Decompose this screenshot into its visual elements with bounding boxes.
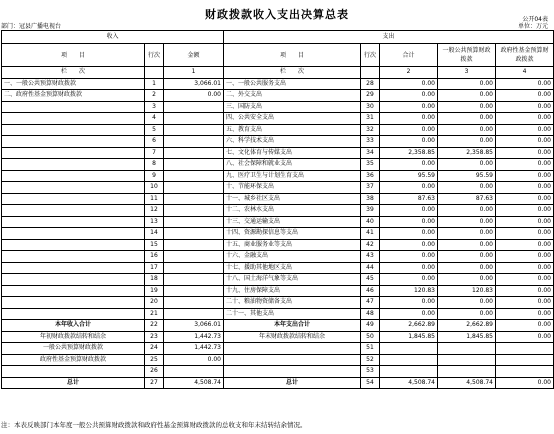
footnote: 注：本表反映部门本年度一般公共预算财政拨款和政府性基金预算财政拨款的总收支和年末结转结余情况。 <box>1 421 307 429</box>
expense-general-budget: 4,508.74 <box>438 377 496 389</box>
income-amount: 4,508.74 <box>164 377 224 389</box>
expense-gov-fund: 0.00 <box>496 159 554 171</box>
income-header: 收入 <box>2 31 224 44</box>
expense-total: 87.63 <box>380 193 438 205</box>
income-item <box>2 147 145 159</box>
expense-row-number: 50 <box>361 331 380 343</box>
table-row <box>2 354 554 366</box>
expense-row-number: 44 <box>361 262 380 274</box>
expense-total: 0.00 <box>380 182 438 194</box>
expense-gov-fund: 0.00 <box>496 239 554 251</box>
expense-gov-fund: 0.00 <box>496 331 554 343</box>
table-row <box>2 78 554 90</box>
col-3: 3 <box>438 67 496 79</box>
col-label: 栏 次 <box>2 67 145 79</box>
table-row <box>2 251 554 263</box>
expense-item: 十八、国土海洋气象等支出 <box>224 274 361 286</box>
income-row-number: 19 <box>145 285 164 297</box>
expense-general-budget: 0.00 <box>438 90 496 102</box>
expense-item: 十二、农林水支出 <box>224 205 361 217</box>
expense-row-number: 53 <box>361 366 380 378</box>
expense-total: 0.00 <box>380 101 438 113</box>
table-row <box>2 285 554 297</box>
income-item: 本年收入合计 <box>2 320 145 332</box>
income-amount <box>164 274 224 286</box>
expense-total: 0.00 <box>380 136 438 148</box>
expense-gov-fund: 0.00 <box>496 124 554 136</box>
unit-label: 单位：万元 <box>517 23 548 30</box>
income-item <box>2 297 145 309</box>
expense-total: 120.83 <box>380 285 438 297</box>
expense-total: 0.00 <box>380 274 438 286</box>
table-row <box>2 262 554 274</box>
income-row-number: 7 <box>145 147 164 159</box>
income-item-header: 项 目 <box>2 44 145 67</box>
expense-row-number: 43 <box>361 251 380 263</box>
expense-gov-fund: 0.00 <box>496 262 554 274</box>
income-amount <box>164 366 224 378</box>
col-label: 栏 次 <box>224 67 361 79</box>
expense-total-header: 合计 <box>380 44 438 67</box>
table-row <box>2 124 554 136</box>
expense-row-number: 46 <box>361 285 380 297</box>
income-amount <box>164 113 224 125</box>
expense-gov-fund <box>496 366 554 378</box>
table-row <box>2 113 554 125</box>
col-2: 2 <box>380 67 438 79</box>
expense-row-number: 30 <box>361 101 380 113</box>
expense-gov-fund: 0.00 <box>496 113 554 125</box>
expense-row-number: 51 <box>361 343 380 355</box>
expense-total: 2,662.89 <box>380 320 438 332</box>
income-row-number: 8 <box>145 159 164 171</box>
income-row-number: 18 <box>145 274 164 286</box>
expense-item: 十九、住房保障支出 <box>224 285 361 297</box>
expense-general-budget: 0.00 <box>438 205 496 217</box>
expense-gov-fund: 0.00 <box>496 274 554 286</box>
expense-general-budget: 1,845.85 <box>438 331 496 343</box>
expense-total: 0.00 <box>380 228 438 240</box>
income-row-number: 16 <box>145 251 164 263</box>
income-item <box>2 170 145 182</box>
expense-row-number: 37 <box>361 182 380 194</box>
expense-row-number: 33 <box>361 136 380 148</box>
expense-item: 一、一般公共服务支出 <box>224 78 361 90</box>
expense-gov-fund: 0.00 <box>496 90 554 102</box>
income-item <box>2 216 145 228</box>
expense-gov-fund: 0.00 <box>496 308 554 320</box>
expense-total <box>380 366 438 378</box>
income-row-number: 17 <box>145 262 164 274</box>
income-amount <box>164 216 224 228</box>
income-row-number: 2 <box>145 90 164 102</box>
table-row <box>2 274 554 286</box>
income-item <box>2 285 145 297</box>
expense-item: 二、外交支出 <box>224 90 361 102</box>
table-row <box>2 182 554 194</box>
expense-row-number: 48 <box>361 308 380 320</box>
expense-row-number: 49 <box>361 320 380 332</box>
income-row-number: 5 <box>145 124 164 136</box>
expense-item: 总计 <box>224 377 361 389</box>
expense-row-number: 35 <box>361 159 380 171</box>
income-amount <box>164 308 224 320</box>
expense-general-budget: 0.00 <box>438 113 496 125</box>
expense-total: 0.00 <box>380 251 438 263</box>
report-title: 财政拨款收入支出决算总表 <box>205 8 349 21</box>
income-row-number: 22 <box>145 320 164 332</box>
table-row <box>2 147 554 159</box>
expense-item: 八、社会保障和就业支出 <box>224 159 361 171</box>
expense-item: 十六、金融支出 <box>224 251 361 263</box>
expense-item <box>224 343 361 355</box>
income-amount <box>164 239 224 251</box>
budget-table <box>1 30 554 389</box>
general-budget-header: 一般公共预算财政拨款 <box>438 44 496 67</box>
table-row <box>2 366 554 378</box>
income-row-number: 12 <box>145 205 164 217</box>
income-row-number: 14 <box>145 228 164 240</box>
income-item <box>2 113 145 125</box>
expense-row-number: 29 <box>361 90 380 102</box>
expense-total: 1,845.85 <box>380 331 438 343</box>
expense-general-budget: 0.00 <box>438 228 496 240</box>
income-row-number: 11 <box>145 193 164 205</box>
expense-general-budget: 95.59 <box>438 170 496 182</box>
income-amount <box>164 205 224 217</box>
expense-total: 0.00 <box>380 90 438 102</box>
expense-gov-fund: 0.00 <box>496 216 554 228</box>
expense-total: 0.00 <box>380 308 438 320</box>
income-amount <box>164 147 224 159</box>
table-row <box>2 101 554 113</box>
expense-rowno-header: 行次 <box>361 44 380 67</box>
income-row-number: 13 <box>145 216 164 228</box>
income-row-number: 10 <box>145 182 164 194</box>
income-row-number: 20 <box>145 297 164 309</box>
income-amount <box>164 193 224 205</box>
income-item <box>2 124 145 136</box>
expense-item: 本年支出合计 <box>224 320 361 332</box>
income-item: 二、政府性基金预算财政拨款 <box>2 90 145 102</box>
expense-general-budget: 2,358.85 <box>438 147 496 159</box>
expense-gov-fund: 0.00 <box>496 170 554 182</box>
gov-fund-header: 政府性基金预算财政拨款 <box>496 44 554 67</box>
expense-gov-fund: 0.00 <box>496 228 554 240</box>
expense-total: 0.00 <box>380 262 438 274</box>
expense-item: 五、教育支出 <box>224 124 361 136</box>
expense-general-budget <box>438 366 496 378</box>
table-row <box>2 136 554 148</box>
expense-general-budget: 0.00 <box>438 124 496 136</box>
income-amount: 1,442.73 <box>164 331 224 343</box>
expense-general-budget: 0.00 <box>438 78 496 90</box>
income-item <box>2 308 145 320</box>
income-amount <box>164 262 224 274</box>
table-row <box>2 228 554 240</box>
expense-item: 十三、交通运输支出 <box>224 216 361 228</box>
expense-gov-fund: 0.00 <box>496 251 554 263</box>
income-item <box>2 366 145 378</box>
income-row-number: 1 <box>145 78 164 90</box>
expense-general-budget: 0.00 <box>438 101 496 113</box>
expense-total <box>380 343 438 355</box>
table-row <box>2 239 554 251</box>
income-amount: 0.00 <box>164 90 224 102</box>
income-item: 一般公共预算财政拨款 <box>2 343 145 355</box>
expense-total: 0.00 <box>380 124 438 136</box>
income-item <box>2 182 145 194</box>
expense-gov-fund: 0.00 <box>496 285 554 297</box>
expense-general-budget: 0.00 <box>438 216 496 228</box>
expense-general-budget: 0.00 <box>438 297 496 309</box>
expense-gov-fund: 0.00 <box>496 377 554 389</box>
income-row-number: 9 <box>145 170 164 182</box>
expense-total <box>380 354 438 366</box>
expense-gov-fund: 0.00 <box>496 205 554 217</box>
col-4: 4 <box>496 67 554 79</box>
income-amount <box>164 159 224 171</box>
income-row-number: 24 <box>145 343 164 355</box>
expense-row-number: 40 <box>361 216 380 228</box>
income-amount <box>164 124 224 136</box>
expense-general-budget: 0.00 <box>438 182 496 194</box>
expense-item <box>224 354 361 366</box>
expense-row-number: 45 <box>361 274 380 286</box>
income-amount-header: 金额 <box>164 44 224 67</box>
expense-total: 0.00 <box>380 216 438 228</box>
form-number: 公开04表 <box>522 16 548 23</box>
expense-gov-fund: 0.00 <box>496 320 554 332</box>
expense-item: 六、科学技术支出 <box>224 136 361 148</box>
department-label: 部门：冠县广播电视台 <box>1 23 62 30</box>
expense-general-budget: 0.00 <box>438 262 496 274</box>
expense-general-budget: 0.00 <box>438 159 496 171</box>
income-row-number: 15 <box>145 239 164 251</box>
expense-row-number: 41 <box>361 228 380 240</box>
expense-general-budget: 87.63 <box>438 193 496 205</box>
income-amount <box>164 136 224 148</box>
expense-row-number: 39 <box>361 205 380 217</box>
income-row-number: 4 <box>145 113 164 125</box>
table-row <box>2 320 554 332</box>
table-row <box>2 170 554 182</box>
income-row-number: 21 <box>145 308 164 320</box>
income-row-number: 27 <box>145 377 164 389</box>
expense-gov-fund: 0.00 <box>496 297 554 309</box>
income-row-number: 3 <box>145 101 164 113</box>
expense-gov-fund: 0.00 <box>496 147 554 159</box>
expense-item: 二十一、其他支出 <box>224 308 361 320</box>
expense-total: 0.00 <box>380 297 438 309</box>
expense-row-number: 32 <box>361 124 380 136</box>
expense-item: 七、文化体育与传媒支出 <box>224 147 361 159</box>
expense-item: 年末财政拨款结转和结余 <box>224 331 361 343</box>
table-row <box>2 159 554 171</box>
expense-gov-fund: 0.00 <box>496 193 554 205</box>
expense-header: 支出 <box>224 31 554 44</box>
expense-row-number: 34 <box>361 147 380 159</box>
income-amount <box>164 228 224 240</box>
expense-row-number: 54 <box>361 377 380 389</box>
income-item: 总计 <box>2 377 145 389</box>
income-amount <box>164 170 224 182</box>
table-row <box>2 90 554 102</box>
expense-gov-fund <box>496 343 554 355</box>
income-amount: 1,442.73 <box>164 343 224 355</box>
expense-general-budget: 0.00 <box>438 251 496 263</box>
expense-row-number: 47 <box>361 297 380 309</box>
income-amount <box>164 251 224 263</box>
expense-gov-fund: 0.00 <box>496 101 554 113</box>
income-amount <box>164 101 224 113</box>
expense-item: 四、公共安全支出 <box>224 113 361 125</box>
expense-general-budget: 120.83 <box>438 285 496 297</box>
expense-general-budget: 0.00 <box>438 239 496 251</box>
expense-general-budget: 0.00 <box>438 308 496 320</box>
expense-gov-fund: 0.00 <box>496 136 554 148</box>
income-amount: 0.00 <box>164 354 224 366</box>
expense-total: 0.00 <box>380 205 438 217</box>
table-row <box>2 331 554 343</box>
income-item <box>2 159 145 171</box>
income-amount <box>164 182 224 194</box>
income-item: 年初财政拨款结转和结余 <box>2 331 145 343</box>
expense-item: 十五、商业服务业等支出 <box>224 239 361 251</box>
table-row <box>2 216 554 228</box>
table-row <box>2 377 554 389</box>
expense-row-number: 52 <box>361 354 380 366</box>
income-item <box>2 101 145 113</box>
expense-total: 0.00 <box>380 78 438 90</box>
expense-total: 2,358.85 <box>380 147 438 159</box>
expense-general-budget: 0.00 <box>438 136 496 148</box>
income-item <box>2 136 145 148</box>
expense-item: 十四、资源勘探信息等支出 <box>224 228 361 240</box>
income-row-number: 6 <box>145 136 164 148</box>
table-row <box>2 343 554 355</box>
income-item <box>2 193 145 205</box>
income-row-number: 26 <box>145 366 164 378</box>
expense-gov-fund <box>496 354 554 366</box>
income-item: 一、一般公共预算财政拨款 <box>2 78 145 90</box>
income-amount <box>164 297 224 309</box>
expense-row-number: 38 <box>361 193 380 205</box>
table-row <box>2 297 554 309</box>
income-item <box>2 228 145 240</box>
expense-row-number: 31 <box>361 113 380 125</box>
expense-general-budget <box>438 354 496 366</box>
expense-general-budget <box>438 343 496 355</box>
expense-general-budget: 0.00 <box>438 274 496 286</box>
expense-gov-fund: 0.00 <box>496 78 554 90</box>
table-row <box>2 193 554 205</box>
expense-item: 三、国防支出 <box>224 101 361 113</box>
expense-item: 九、医疗卫生与计划生育支出 <box>224 170 361 182</box>
income-item <box>2 239 145 251</box>
income-row-number: 25 <box>145 354 164 366</box>
table-row <box>2 205 554 217</box>
income-rowno-header: 行次 <box>145 44 164 67</box>
income-amount <box>164 285 224 297</box>
expense-item: 十七、援助其他地区支出 <box>224 262 361 274</box>
income-item <box>2 205 145 217</box>
income-item <box>2 251 145 263</box>
expense-total: 0.00 <box>380 113 438 125</box>
expense-item: 十、节能环保支出 <box>224 182 361 194</box>
col-1: 1 <box>164 67 224 79</box>
expense-item-header: 项 目 <box>224 44 361 67</box>
expense-general-budget: 2,662.89 <box>438 320 496 332</box>
income-item <box>2 262 145 274</box>
expense-total: 4,508.74 <box>380 377 438 389</box>
income-row-number: 23 <box>145 331 164 343</box>
income-amount: 3,066.01 <box>164 78 224 90</box>
table-row <box>2 308 554 320</box>
expense-item: 二十、粮油物资储备支出 <box>224 297 361 309</box>
expense-row-number: 28 <box>361 78 380 90</box>
income-amount: 3,066.01 <box>164 320 224 332</box>
expense-item: 十一、城乡社区支出 <box>224 193 361 205</box>
expense-total: 0.00 <box>380 159 438 171</box>
income-item: 政府性基金预算财政拨款 <box>2 354 145 366</box>
expense-total: 0.00 <box>380 239 438 251</box>
expense-row-number: 42 <box>361 239 380 251</box>
expense-gov-fund: 0.00 <box>496 182 554 194</box>
expense-row-number: 36 <box>361 170 380 182</box>
income-item <box>2 274 145 286</box>
expense-total: 95.59 <box>380 170 438 182</box>
expense-item <box>224 366 361 378</box>
